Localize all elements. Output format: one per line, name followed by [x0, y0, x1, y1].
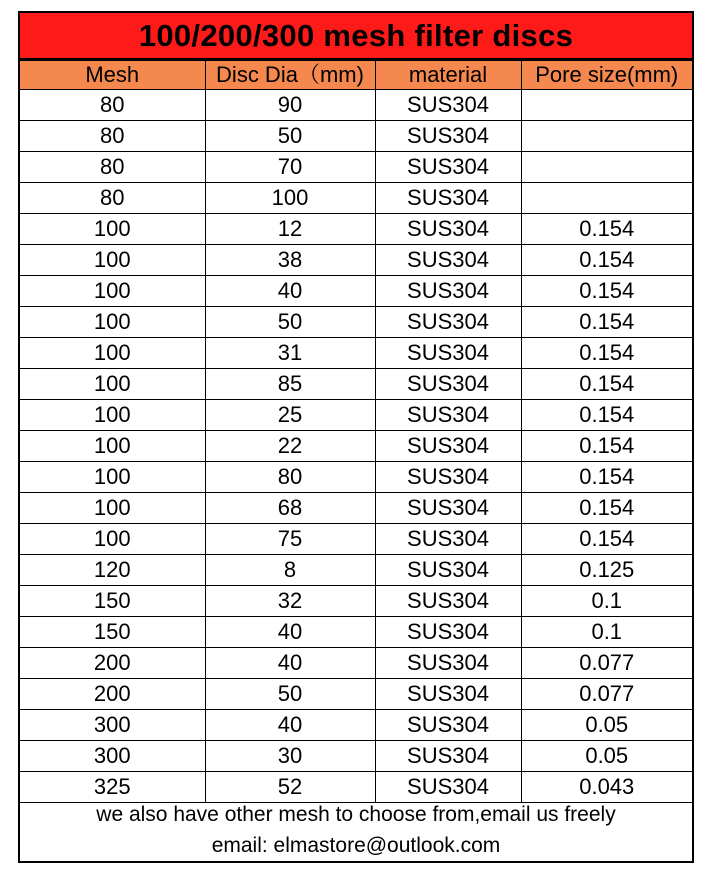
cell-pore-size [521, 152, 692, 183]
cell-mesh: 120 [20, 555, 205, 586]
cell-disc-dia: 40 [205, 617, 375, 648]
cell-mesh: 80 [20, 90, 205, 121]
cell-disc-dia: 100 [205, 183, 375, 214]
table-row [20, 214, 692, 245]
footer-line-email: email: elmastore@outlook.com [211, 834, 501, 857]
cell-material: SUS304 [375, 214, 521, 245]
cell-mesh: 100 [20, 276, 205, 307]
cell-pore-size: 0.154 [521, 338, 692, 369]
cell-mesh: 80 [20, 183, 205, 214]
cell-disc-dia: 90 [205, 90, 375, 121]
cell-pore-size: 0.05 [521, 741, 692, 772]
cell-mesh: 150 [20, 586, 205, 617]
cell-disc-dia: 25 [205, 400, 375, 431]
cell-material: SUS304 [375, 586, 521, 617]
table-row [20, 431, 692, 462]
header-mesh: Mesh [20, 61, 205, 90]
cell-material: SUS304 [375, 741, 521, 772]
cell-mesh: 150 [20, 617, 205, 648]
cell-disc-dia: 12 [205, 214, 375, 245]
table-row [20, 586, 692, 617]
cell-material: SUS304 [375, 524, 521, 555]
cell-pore-size: 0.154 [521, 462, 692, 493]
table-body [20, 90, 692, 803]
cell-material: SUS304 [375, 90, 521, 121]
table-row [20, 524, 692, 555]
cell-disc-dia: 85 [205, 369, 375, 400]
footer-note [20, 799, 692, 861]
cell-material: SUS304 [375, 679, 521, 710]
cell-pore-size: 0.154 [521, 245, 692, 276]
cell-mesh: 100 [20, 307, 205, 338]
cell-disc-dia: 40 [205, 648, 375, 679]
table-row [20, 772, 692, 803]
cell-pore-size: 0.125 [521, 555, 692, 586]
cell-pore-size: 0.154 [521, 431, 692, 462]
cell-disc-dia: 31 [205, 338, 375, 369]
cell-pore-size: 0.05 [521, 710, 692, 741]
cell-disc-dia: 8 [205, 555, 375, 586]
cell-mesh: 300 [20, 710, 205, 741]
cell-pore-size: 0.154 [521, 524, 692, 555]
cell-material: SUS304 [375, 121, 521, 152]
cell-disc-dia: 32 [205, 586, 375, 617]
cell-material: SUS304 [375, 369, 521, 400]
cell-material: SUS304 [375, 276, 521, 307]
cell-disc-dia: 40 [205, 276, 375, 307]
cell-mesh: 100 [20, 462, 205, 493]
table-row [20, 400, 692, 431]
cell-material: SUS304 [375, 617, 521, 648]
table-row [20, 307, 692, 338]
cell-disc-dia: 50 [205, 679, 375, 710]
cell-material: SUS304 [375, 710, 521, 741]
sheet-title: 100/200/300 mesh filter discs [20, 13, 692, 60]
cell-material: SUS304 [375, 462, 521, 493]
cell-material: SUS304 [375, 493, 521, 524]
cell-pore-size [521, 121, 692, 152]
cell-pore-size: 0.077 [521, 679, 692, 710]
cell-disc-dia: 70 [205, 152, 375, 183]
header-material: material [375, 61, 521, 90]
table-row [20, 276, 692, 307]
cell-pore-size: 0.154 [521, 214, 692, 245]
cell-material: SUS304 [375, 245, 521, 276]
cell-mesh: 200 [20, 648, 205, 679]
cell-material: SUS304 [375, 431, 521, 462]
cell-pore-size: 0.154 [521, 276, 692, 307]
cell-pore-size: 0.154 [521, 400, 692, 431]
cell-material: SUS304 [375, 307, 521, 338]
table-row [20, 338, 692, 369]
cell-mesh: 100 [20, 400, 205, 431]
cell-disc-dia: 52 [205, 772, 375, 803]
header-row [20, 61, 692, 90]
header-disc-dia: Disc Dia（mm) [205, 61, 375, 90]
cell-pore-size: 0.1 [521, 586, 692, 617]
cell-mesh: 100 [20, 245, 205, 276]
table-row [20, 90, 692, 121]
cell-pore-size: 0.154 [521, 369, 692, 400]
table-row [20, 245, 692, 276]
cell-disc-dia: 50 [205, 121, 375, 152]
cell-mesh: 100 [20, 369, 205, 400]
cell-pore-size [521, 183, 692, 214]
cell-mesh: 100 [20, 338, 205, 369]
table-row [20, 555, 692, 586]
cell-mesh: 325 [20, 772, 205, 803]
table-row [20, 183, 692, 214]
cell-mesh: 100 [20, 431, 205, 462]
cell-disc-dia: 68 [205, 493, 375, 524]
cell-disc-dia: 80 [205, 462, 375, 493]
cell-disc-dia: 30 [205, 741, 375, 772]
table-row [20, 462, 692, 493]
table-row [20, 710, 692, 741]
cell-pore-size: 0.1 [521, 617, 692, 648]
cell-material: SUS304 [375, 400, 521, 431]
cell-disc-dia: 22 [205, 431, 375, 462]
cell-pore-size: 0.043 [521, 772, 692, 803]
table-row [20, 679, 692, 710]
cell-mesh: 100 [20, 493, 205, 524]
cell-disc-dia: 50 [205, 307, 375, 338]
cell-pore-size: 0.154 [521, 307, 692, 338]
table-row [20, 617, 692, 648]
cell-material: SUS304 [375, 648, 521, 679]
cell-mesh: 80 [20, 121, 205, 152]
cell-pore-size: 0.154 [521, 493, 692, 524]
cell-mesh: 100 [20, 214, 205, 245]
cell-pore-size [521, 90, 692, 121]
cell-material: SUS304 [375, 338, 521, 369]
table-row [20, 369, 692, 400]
spec-table [20, 60, 692, 803]
header-pore-size: Pore size(mm) [521, 61, 692, 90]
cell-material: SUS304 [375, 772, 521, 803]
cell-disc-dia: 40 [205, 710, 375, 741]
table-row [20, 121, 692, 152]
table-row [20, 493, 692, 524]
cell-material: SUS304 [375, 152, 521, 183]
footer-line-mesh-note: we also have other mesh to choose from,email us freely [96, 803, 616, 826]
cell-mesh: 80 [20, 152, 205, 183]
cell-material: SUS304 [375, 183, 521, 214]
cell-mesh: 100 [20, 524, 205, 555]
table-row [20, 648, 692, 679]
cell-mesh: 200 [20, 679, 205, 710]
table-row [20, 741, 692, 772]
spec-sheet [18, 11, 694, 863]
cell-pore-size: 0.077 [521, 648, 692, 679]
cell-mesh: 300 [20, 741, 205, 772]
cell-disc-dia: 75 [205, 524, 375, 555]
cell-disc-dia: 38 [205, 245, 375, 276]
table-row [20, 152, 692, 183]
cell-material: SUS304 [375, 555, 521, 586]
